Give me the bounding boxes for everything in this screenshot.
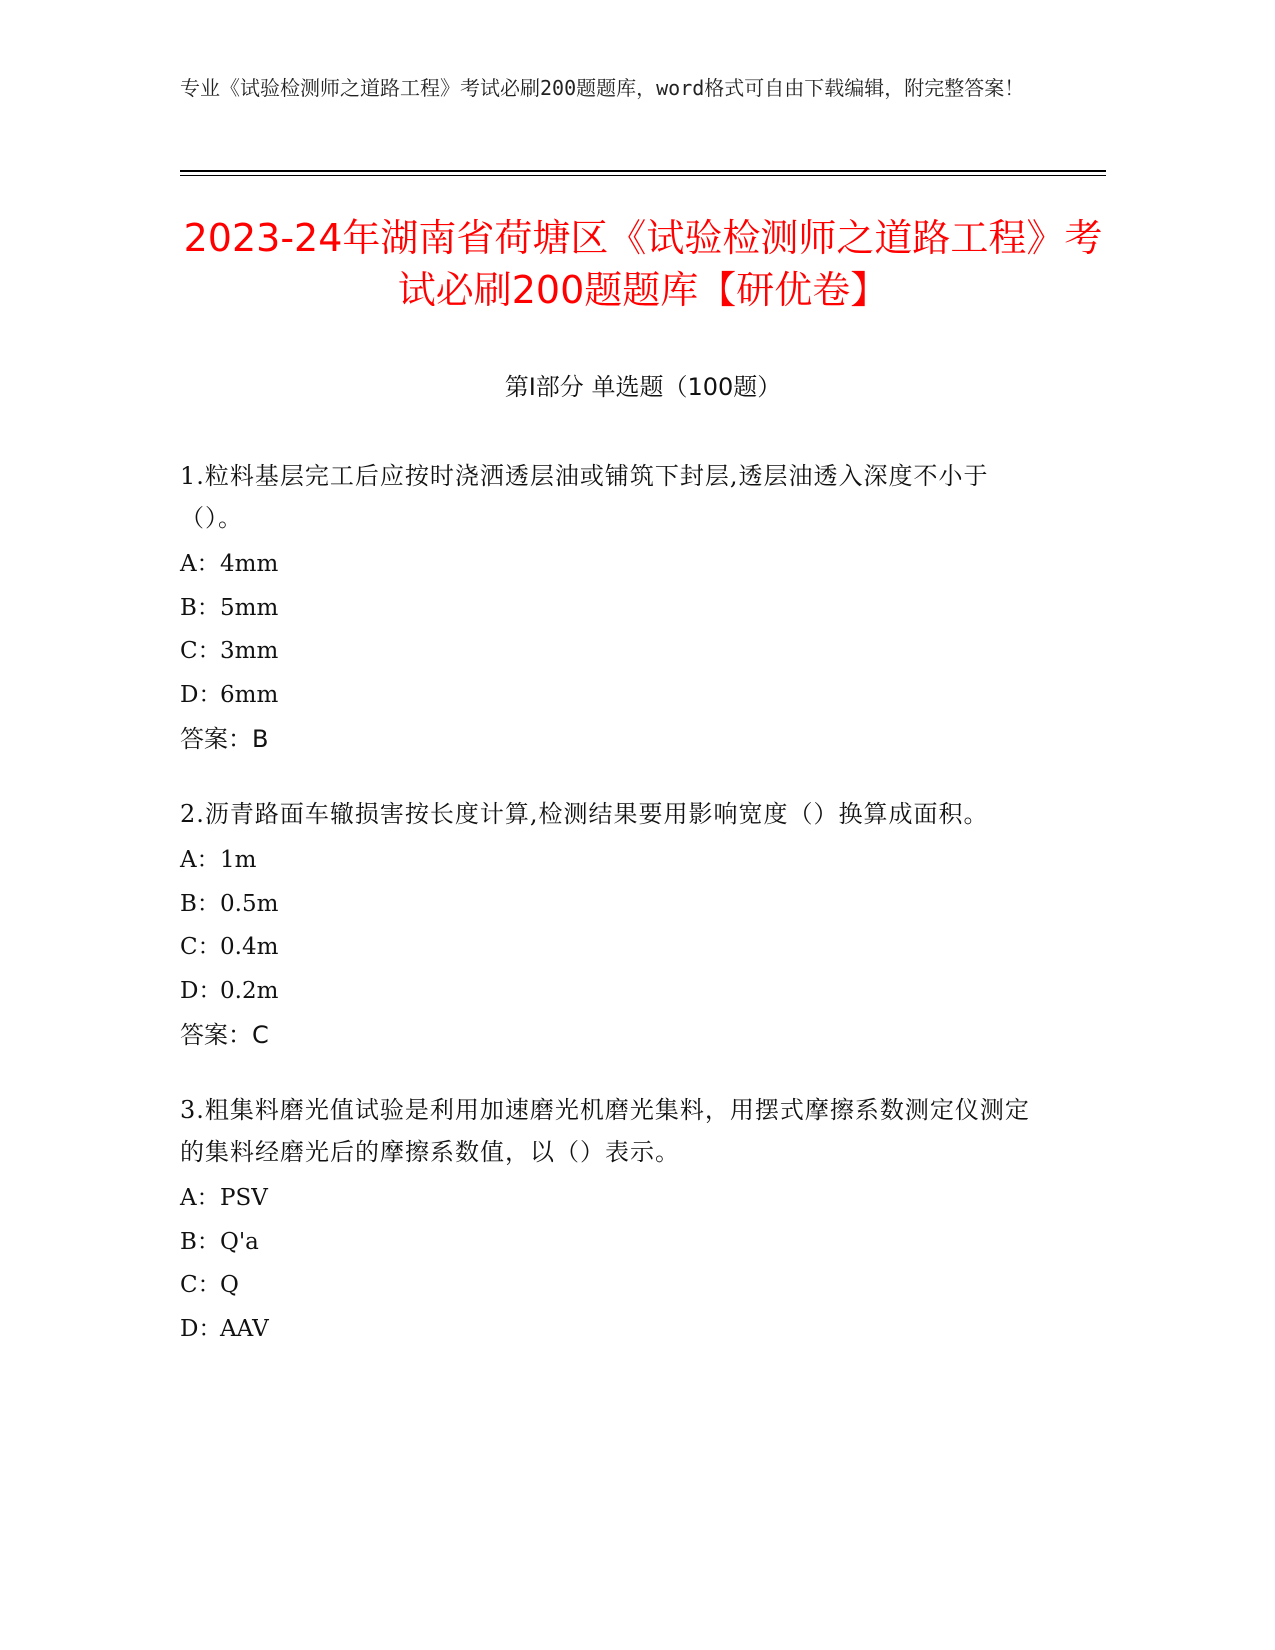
option-a: [180, 1177, 1040, 1221]
option-b: [180, 883, 1040, 927]
question-3: [180, 1089, 1040, 1351]
option-text: AAV: [220, 1315, 269, 1342]
document-title: 2023-24年湖南省荷塘区《试验检测师之道路工程》考试必刷200题题库【研优卷】: [183, 216, 1103, 312]
option-letter: D：: [180, 681, 222, 708]
option-letter: C：: [180, 1272, 221, 1298]
option-letter: D：: [180, 977, 222, 1004]
option-d: [180, 970, 1040, 1014]
option-text: 0.4m: [220, 934, 279, 960]
option-text: 3mm: [220, 638, 279, 664]
option-text: 5mm: [220, 594, 279, 621]
option-text: 4mm: [220, 551, 279, 577]
option-text: 1m: [220, 847, 257, 873]
option-letter: C：: [180, 638, 221, 664]
option-text: PSV: [220, 1185, 268, 1211]
question-stem: 1.粒料基层完工后应按时浇洒透层油或铺筑下封层,透层油透入深度不小于（）。: [180, 462, 989, 532]
option-b: [180, 587, 1040, 631]
option-letter: A：: [180, 551, 220, 577]
header-divider-thin: [180, 175, 1106, 176]
question-stem: 3.粗集料磨光值试验是利用加速磨光机磨光集料，用摆式摩擦系数测定仪测定的集料经磨光后的摩擦系数值，以（）表示。: [180, 1096, 1030, 1166]
option-letter: A：: [180, 847, 220, 873]
section-title: 第I部分 单选题（100题）: [504, 373, 782, 401]
option-text: Q'a: [220, 1228, 259, 1255]
option-letter: C：: [180, 934, 221, 960]
answer-line: 答案：C: [180, 1021, 269, 1049]
header-note: 专业《试验检测师之道路工程》考试必刷200题题库，word格式可自由下载编辑，附完整答案！: [180, 76, 1025, 100]
option-c: [180, 926, 1040, 970]
option-a: [180, 543, 1040, 587]
header-divider-thick: [180, 170, 1106, 172]
option-text: 0.2m: [220, 977, 279, 1004]
option-c: [180, 1264, 1040, 1308]
question-1: [180, 455, 1040, 761]
option-text: 6mm: [220, 681, 279, 708]
question-2: [180, 793, 1040, 1057]
option-d: [180, 674, 1040, 718]
option-letter: B：: [180, 1228, 220, 1255]
option-text: Q: [220, 1272, 239, 1298]
option-letter: B：: [180, 890, 220, 917]
option-letter: B：: [180, 594, 220, 621]
question-list: [180, 455, 1040, 1383]
option-d: [180, 1308, 1040, 1352]
option-letter: A：: [180, 1185, 220, 1211]
option-text: 0.5m: [220, 890, 279, 917]
answer-line: 答案：B: [180, 725, 269, 753]
option-c: [180, 630, 1040, 674]
option-b: [180, 1221, 1040, 1265]
question-stem: 2.沥青路面车辙损害按长度计算,检测结果要用影响宽度（）换算成面积。: [180, 800, 989, 828]
option-letter: D：: [180, 1315, 222, 1342]
option-a: [180, 839, 1040, 883]
